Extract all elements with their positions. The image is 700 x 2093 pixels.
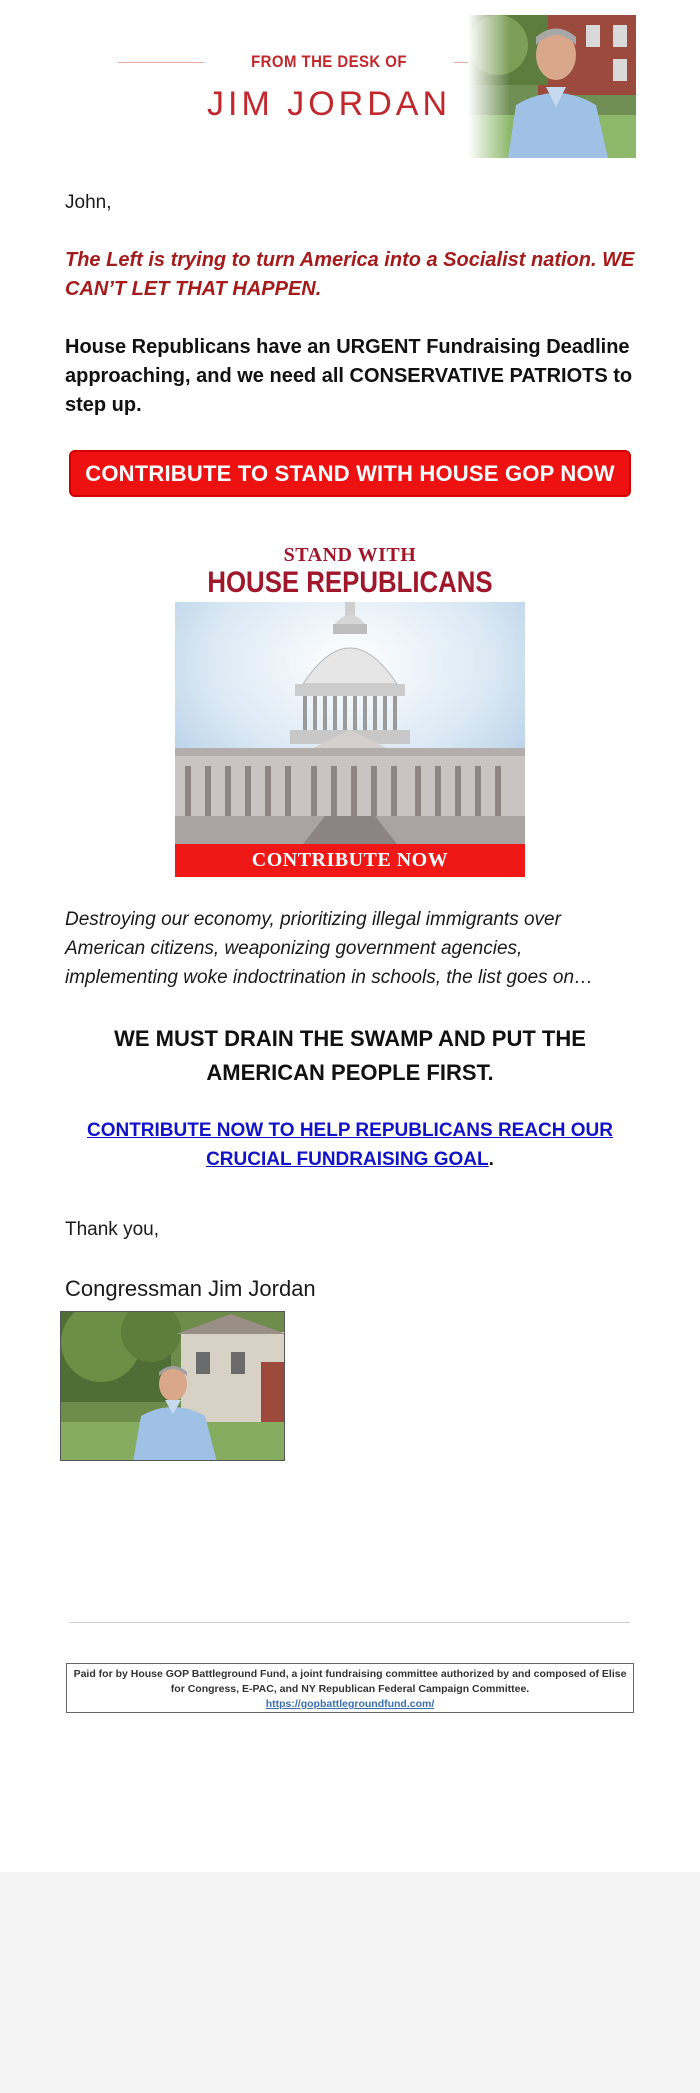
- signature-photo: [60, 1311, 285, 1461]
- thank-you-text: Thank you,: [65, 1219, 159, 1240]
- drain-swamp-heading: WE MUST DRAIN THE SWAMP AND PUT THE AMERICAN PEOPLE FIRST.: [114, 1026, 586, 1085]
- battleground-fund-link[interactable]: https://gopbattlegroundfund.com/: [265, 1698, 435, 1710]
- paid-for-disclaimer: [66, 1663, 634, 1713]
- capitol-building-image: [175, 602, 525, 848]
- signature-name: Congressman Jim Jordan: [65, 1276, 316, 1301]
- contribute-now-link[interactable]: CONTRIBUTE NOW TO HELP REPUBLICANS REACH OUR CRUCIAL FUNDRAISING GOAL: [86, 1120, 614, 1170]
- grievance-list-text: Destroying our economy, prioritizing illegal immigrants over American citizens, weaponizing government agencies, implementing woke indoctrination in schools, the list goes on…: [65, 909, 594, 988]
- graphic-stand-with-text: STAND WITH: [283, 544, 417, 566]
- contribute-link-paragraph: [65, 1116, 635, 1174]
- contribute-stand-button[interactable]: CONTRIBUTE TO STAND WITH HOUSE GOP NOW: [69, 450, 631, 497]
- warning-text: The Left is trying to turn America into a Socialist nation. WE CAN’T LET THAT HAPPEN.: [65, 249, 635, 300]
- sender-name: JIM JORDAN: [207, 85, 451, 123]
- header-portrait-photo: [468, 15, 636, 158]
- stand-with-house-republicans-graphic[interactable]: [175, 538, 525, 877]
- graphic-contribute-now-bar: CONTRIBUTE NOW: [175, 844, 525, 877]
- header-rule-left: [118, 62, 204, 63]
- header-banner: [104, 15, 636, 158]
- greeting-text: John,: [65, 192, 112, 213]
- paid-for-text: Paid for by House GOP Battleground Fund, a joint fundraising committee authorized by and composed of Elise for Congress, E-PAC, and NY Republican Federal Campaign Committee.: [73, 1668, 627, 1695]
- link-period: .: [488, 1149, 494, 1170]
- footer-divider: [69, 1622, 630, 1623]
- from-desk-label: FROM THE DESK OF: [251, 52, 407, 71]
- graphic-house-republicans-text: HOUSE REPUBLICANS: [207, 566, 493, 599]
- urgent-deadline-text: House Republicans have an URGENT Fundraising Deadline approaching, and we need all CONSERVATIVE PATRIOTS to step up.: [65, 336, 633, 416]
